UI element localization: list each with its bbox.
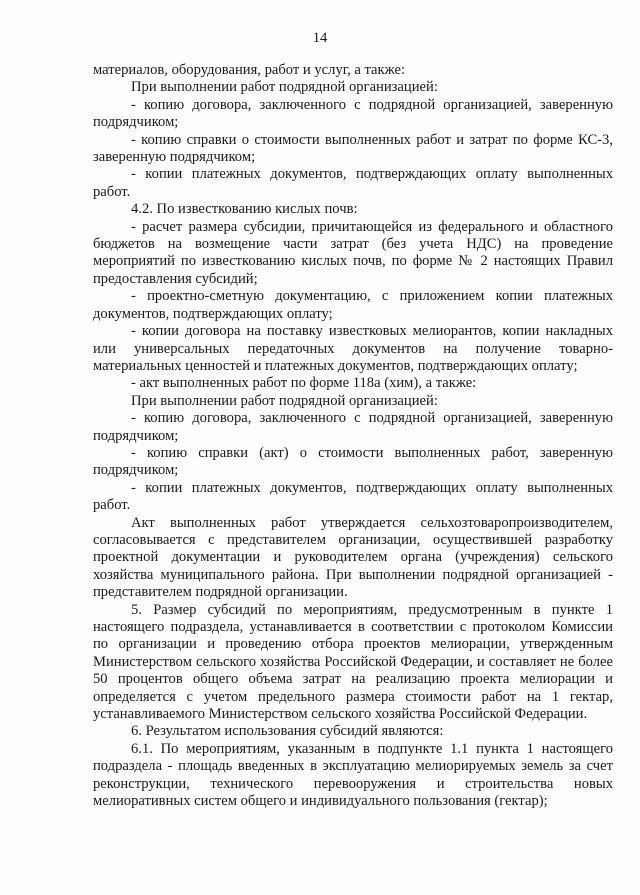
paragraph: - копию справки о стоимости выполненных работ и затрат по форме КС-3, заверенную подрядчиком;: [93, 131, 613, 166]
paragraph: 6. Результатом использования субсидий являются:: [131, 723, 444, 740]
paragraph: При выполнении работ подрядной организацией:: [131, 79, 438, 96]
paragraph: - акт выполненных работ по форме 118а (хим), а также:: [131, 375, 477, 392]
page-number: 14: [312, 30, 328, 46]
document-body: [93, 62, 613, 810]
paragraph: При выполнении работ подрядной организацией:: [131, 392, 438, 409]
paragraph: - копии платежных документов, подтверждающих оплату выполненных работ.: [93, 166, 613, 200]
paragraph: Акт выполненных работ утверждается сельхозтоваропроизводителем, согласовывается с представителем организации, осуществившей разработку проектной документации и руководителем органа (учреждения) сельского хозяйства муниципального района. При выполнении подрядной организацией - представителем подрядной организации.: [93, 514, 613, 601]
paragraph: 6.1. По мероприятиям, указанным в подпункте 1.1 пункта 1 настоящего подраздела - площадь введенных в эксплуатацию мелиорируемых земель за счет реконструкции, технического перевооружения и строительства новых мелиоративных систем общего и индивидуального пользования (гектар);: [93, 740, 613, 810]
paragraph: 5. Размер субсидий по мероприятиям, предусмотренным в пункте 1 настоящего подраздела, устанавливается в соответствии с протоколом Комиссии по организации и проведению отбора проектов мелиорации, утвержденным Министерством сельского хозяйства Российской Федерации, и составляет не более 50 процентов общего объема затрат на реализацию проекта мелиорации и определяется с учетом предельного размера стоимости работ на 1 гектар, устанавливаемого Министерством сельского хозяйства Российской Федерации.: [93, 601, 613, 723]
paragraph: - копии договора на поставку известковых мелиорантов, копии накладных или универсальных передаточных документов на получение товарно-материальных ценностей и платежных документов, подтверждающих оплату;: [93, 323, 613, 374]
paragraph: - расчет размера субсидии, причитающейся из федерального и областного бюджетов на возмещение части затрат (без учета НДС) на проведение мероприятий по известкованию кислых почв, по форме № 2 настоящих Правил предоставления субсидий;: [93, 218, 613, 287]
paragraph: - проектно-сметную документацию, с приложением копии платежных документов, подтверждающих оплату;: [93, 288, 613, 322]
paragraph: материалов, оборудования, работ и услуг, а также:: [93, 62, 406, 78]
paragraph: - копии платежных документов, подтверждающих оплату выполненных работ.: [93, 479, 613, 514]
paragraph: - копию справки (акт) о стоимости выполненных работ, заверенную подрядчиком;: [93, 444, 613, 479]
paragraph: 4.2. По известкованию кислых почв:: [131, 201, 358, 218]
paragraph: - копию договора, заключенного с подрядной организацией, заверенную подрядчиком;: [93, 96, 613, 131]
paragraph: - копию договора, заключенного с подрядной организацией, заверенную подрядчиком;: [93, 410, 613, 444]
